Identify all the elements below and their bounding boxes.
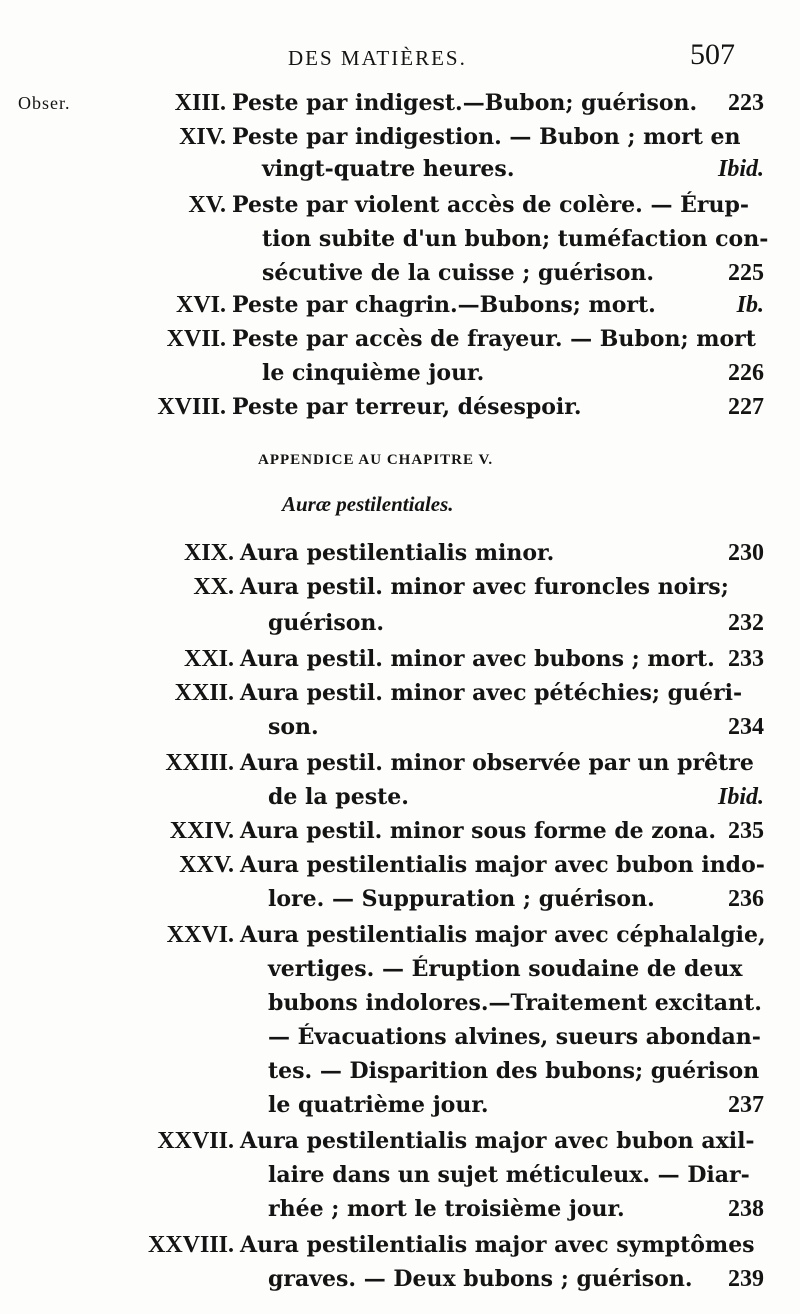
toc-line <box>0 1088 800 1122</box>
entry-number: XXVIII. <box>147 1232 234 1258</box>
toc-line <box>0 606 800 640</box>
entry-page-ref: 235 <box>728 818 764 844</box>
toc-line <box>0 288 800 322</box>
appendix-heading: APPENDICE AU CHAPITRE V. <box>258 452 494 468</box>
entry-number: XXVI. <box>166 922 234 948</box>
entry-text: Aura pestil. minor avec furoncles noirs; <box>240 574 729 600</box>
toc-line <box>0 222 800 256</box>
entry-text: Peste par chagrin.—Bubons; mort. <box>232 292 656 318</box>
toc-line <box>0 1158 800 1192</box>
entry-text: — Évacuations alvines, sueurs abondan- <box>268 1024 761 1050</box>
entry-text: Aura pestilentialis major avec bubon indo- <box>240 852 765 878</box>
page-number: 507 <box>690 38 735 71</box>
entry-text: Peste par violent accès de colère. — Érup- <box>232 192 750 218</box>
entry-number: XX. <box>193 574 234 600</box>
entry-number: XVI. <box>175 292 226 318</box>
toc-line <box>0 952 800 986</box>
entry-text: Peste par accès de frayeur. — Bubon; mort <box>232 326 756 352</box>
entry-text: guérison. <box>268 610 385 636</box>
entry-page-ref: 225 <box>728 260 764 286</box>
entry-text: Aura pestil. minor sous forme de zona. <box>240 818 717 844</box>
toc-line <box>0 746 800 780</box>
entry-page-ref: 230 <box>728 540 764 566</box>
entry-page-ref: Ibid. <box>717 784 764 810</box>
entry-number: XV. <box>188 192 226 218</box>
toc-line <box>0 120 800 154</box>
entry-page-ref: 233 <box>728 646 764 672</box>
entry-text: Aura pestil. minor avec pétéchies; guéri- <box>240 680 743 706</box>
obser-label: Obser. <box>18 93 71 113</box>
toc-line <box>0 918 800 952</box>
entry-text: Aura pestilentialis major avec symptômes <box>240 1232 755 1258</box>
entry-page-ref: 227 <box>728 394 764 420</box>
entry-page-ref: 236 <box>728 886 764 912</box>
toc-line <box>0 1124 800 1158</box>
entry-page-ref: 234 <box>728 714 764 740</box>
running-title: DES MATIÈRES. <box>288 46 467 70</box>
toc-line <box>0 322 800 356</box>
entry-number: XIV. <box>179 124 226 150</box>
toc-line <box>0 710 800 744</box>
entry-number: XVII. <box>166 326 226 352</box>
toc-line <box>0 1262 800 1296</box>
entry-text: sécutive de la cuisse ; guérison. <box>262 260 655 286</box>
toc-line <box>0 882 800 916</box>
entry-text: Peste par indigest.—Bubon; guérison. <box>232 90 698 116</box>
entry-number: XIII. <box>174 90 226 116</box>
entry-text: vingt-quatre heures. <box>262 156 515 182</box>
entry-number: XXV. <box>179 852 234 878</box>
entry-text: graves. — Deux bubons ; guérison. <box>268 1266 693 1292</box>
entry-number: XXII. <box>174 680 234 706</box>
toc-line <box>0 642 800 676</box>
entry-text: lore. — Suppuration ; guérison. <box>268 886 655 912</box>
entry-text: le cinquième jour. <box>262 360 485 386</box>
entry-text: Aura pestilentialis major avec céphalalgie, <box>240 922 766 948</box>
running-head <box>0 38 800 84</box>
toc-line <box>0 86 800 120</box>
toc-line <box>0 152 800 186</box>
toc-line <box>0 256 800 290</box>
toc-line <box>0 780 800 814</box>
entry-text: tes. — Disparition des bubons; guérison <box>268 1058 760 1084</box>
entry-text: Peste par indigestion. — Bubon ; mort en <box>232 124 741 150</box>
toc-line <box>0 986 800 1020</box>
entry-text: Aura pestilentialis major avec bubon axil- <box>240 1128 755 1154</box>
toc-line <box>0 1228 800 1262</box>
entry-page-ref: 223 <box>728 90 764 116</box>
entry-number: XXVII. <box>157 1128 234 1154</box>
toc-line <box>0 188 800 222</box>
entry-text: rhée ; mort le troisième jour. <box>268 1196 625 1222</box>
entry-text: bubons indolores.—Traitement excitant. <box>268 990 762 1016</box>
entry-text: Peste par terreur, désespoir. <box>232 394 582 420</box>
entry-number: XVIII. <box>157 394 226 420</box>
entry-number: XXI. <box>183 646 234 672</box>
toc-line <box>0 390 800 424</box>
entry-text: tion subite d'un bubon; tuméfaction con- <box>262 226 769 252</box>
entry-text: de la peste. <box>268 784 409 810</box>
entry-page-ref: 237 <box>728 1092 764 1118</box>
toc-line <box>0 1020 800 1054</box>
toc-line <box>0 1192 800 1226</box>
entry-text: vertiges. — Éruption soudaine de deux <box>268 956 743 982</box>
toc-line <box>0 1054 800 1088</box>
entry-text: son. <box>268 714 319 740</box>
entry-number: XXIV. <box>169 818 234 844</box>
entry-text: le quatrième jour. <box>268 1092 489 1118</box>
entry-text: Aura pestil. minor observée par un prêtre <box>240 750 754 776</box>
toc-line <box>0 676 800 710</box>
entry-text: Aura pestilentialis minor. <box>240 540 555 566</box>
entry-page-ref: 239 <box>728 1266 764 1292</box>
toc-line <box>0 848 800 882</box>
toc-line <box>0 356 800 390</box>
toc-line <box>0 814 800 848</box>
entry-page-ref: 232 <box>728 610 764 636</box>
entry-number: XXIII. <box>165 750 234 776</box>
toc-line <box>0 536 800 570</box>
entry-text: Aura pestil. minor avec bubons ; mort. <box>240 646 715 672</box>
entry-page-ref: 238 <box>728 1196 764 1222</box>
appendix-subtitle: Auræ pestilentiales. <box>282 492 454 516</box>
entry-page-ref: Ibid. <box>717 156 764 182</box>
entry-number: XIX. <box>183 540 234 566</box>
entry-page-ref: 226 <box>728 360 764 386</box>
entry-text: laire dans un sujet méticuleux. — Diar- <box>268 1162 750 1188</box>
toc-line <box>0 570 800 604</box>
entry-page-ref: Ib. <box>736 292 764 318</box>
